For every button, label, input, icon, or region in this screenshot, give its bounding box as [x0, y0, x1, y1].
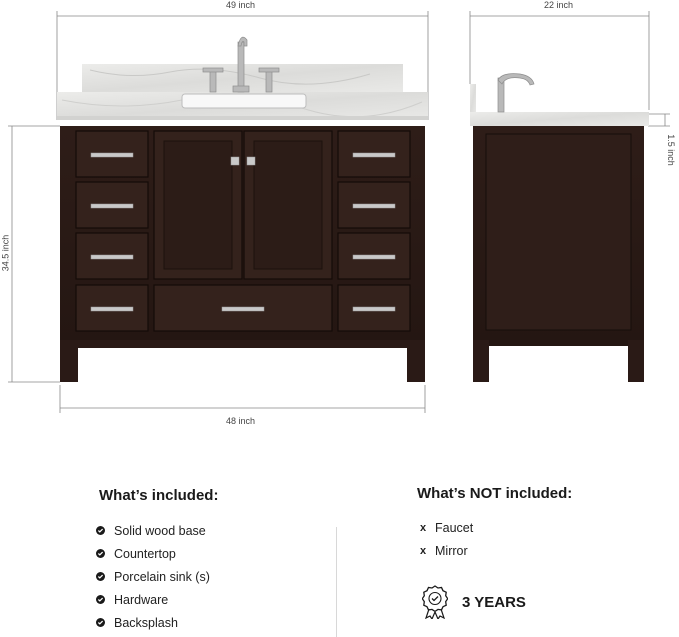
warranty-badge-icon [422, 585, 448, 619]
sink [182, 94, 306, 108]
check-icon [96, 549, 105, 558]
side-view [470, 74, 649, 382]
check-icon [96, 526, 105, 535]
not-included-heading: What’s NOT included: [417, 485, 573, 502]
included-heading: What’s included: [99, 487, 219, 504]
list-item: Backsplash [96, 611, 210, 634]
list-item: x Mirror [420, 543, 468, 558]
front-view [57, 37, 428, 382]
list-item: Countertop [96, 542, 210, 565]
list-item: Porcelain sink (s) [96, 565, 210, 588]
dimension-front-width-bottom: 48 inch [226, 416, 256, 426]
check-icon [96, 572, 105, 581]
x-icon: x [420, 544, 427, 557]
section-divider [336, 527, 337, 637]
dimension-side-depth: 22 inch [544, 0, 574, 10]
side-faucet [498, 74, 534, 112]
not-included-list [420, 516, 473, 562]
warranty [422, 585, 526, 619]
list-item: x Faucet [420, 520, 474, 535]
included-list [96, 519, 210, 634]
dimension-side-countertop: 1.5 inch [665, 134, 676, 166]
right-leg [407, 340, 425, 382]
check-icon [96, 595, 105, 604]
list-item: Solid wood base [96, 519, 210, 542]
list-item: Hardware [96, 588, 210, 611]
warranty-label: 3 YEARS [462, 593, 526, 611]
check-icon [96, 618, 105, 627]
side-countertop [470, 112, 649, 126]
x-icon: x [420, 521, 427, 534]
dimension-front-height: 34.5 inch [0, 234, 11, 272]
dimension-front-width-top: 49 inch [226, 0, 256, 10]
left-leg [60, 340, 78, 382]
